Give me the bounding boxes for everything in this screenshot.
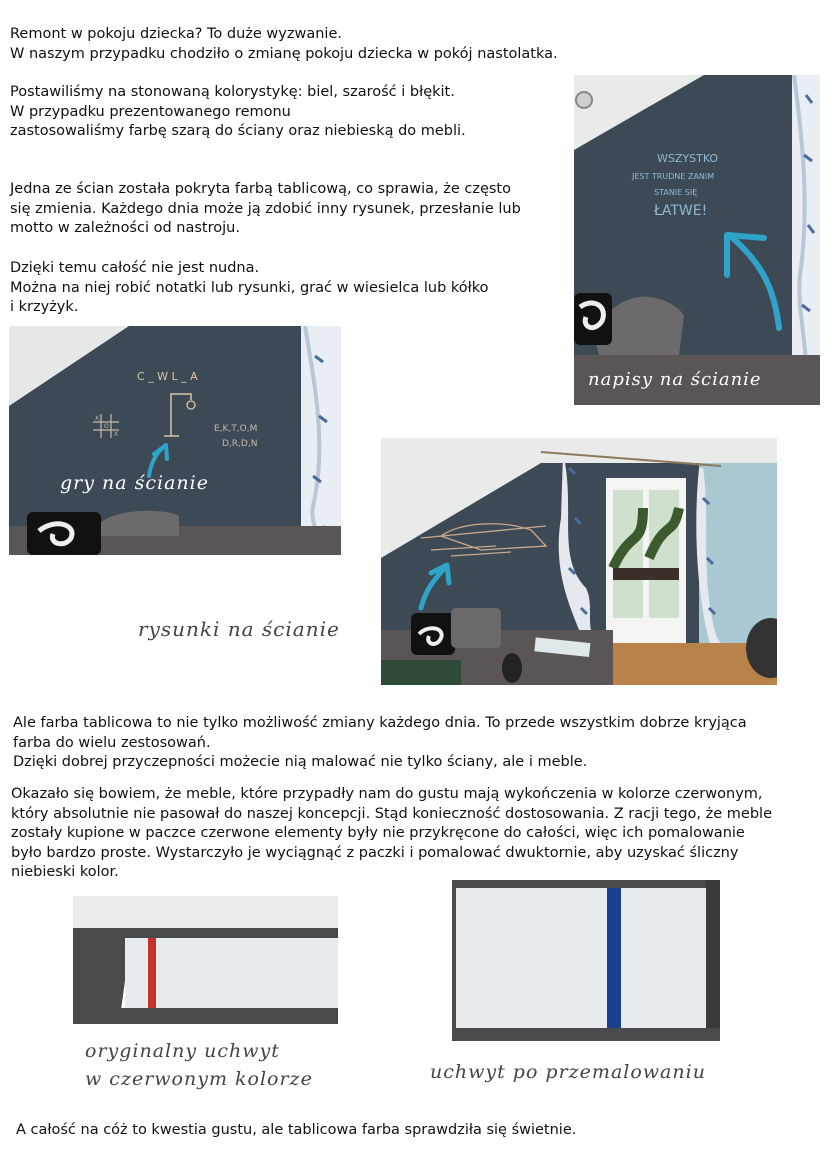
colors-line: zastosowaliśmy farbę szarą do ściany oraz niebieską do mebli. bbox=[10, 123, 466, 139]
red-handle-caption bbox=[85, 1037, 313, 1093]
colors-line: W przypadku prezentowanego remonu bbox=[10, 103, 291, 120]
intro-line: Remont w pokoju dziecka? To duże wyzwanie. bbox=[10, 26, 342, 42]
fun-line: Można na niej robić notatki lub rysunki, grać w wiesielca lub kółko bbox=[10, 279, 489, 296]
colors-paragraph bbox=[10, 83, 466, 142]
chalk-line: Jedna ze ścian została pokryta farbą tablicową, co sprawia, że często bbox=[10, 181, 511, 197]
colors-line: Postawiliśmy na stonowaną kolorystykę: biel, szarość i błękit. bbox=[10, 84, 455, 100]
hangman-word: C _ W L _ A bbox=[137, 370, 198, 383]
intro-line: W naszym przypadku chodziło o zmianę pokoju dziecka w pokój nastolatka. bbox=[10, 45, 558, 62]
paint-paragraph bbox=[13, 714, 747, 773]
drawings-caption: rysunki na ścianie bbox=[138, 617, 340, 641]
chalk-line: motto w zależności od nastroju. bbox=[10, 220, 240, 236]
fun-paragraph bbox=[10, 259, 489, 318]
games-caption: gry na ścianie bbox=[60, 472, 209, 494]
paint-line: farba do wielu zestosowań. bbox=[13, 734, 211, 751]
paint-line: Ale farba tablicowa to nie tylko możliwość zmiany każdego dnia. To przede wszystkim dobrze kryjąca bbox=[13, 715, 747, 731]
blue-handle bbox=[607, 888, 621, 1034]
intro-paragraph bbox=[10, 25, 558, 64]
furniture-line: niebieski kolor. bbox=[11, 864, 119, 880]
furniture-line: zostały kupione w paczce czerwone elementy były nie przykręcone do całości, więc ich pomalowanie bbox=[11, 825, 745, 841]
closing-sentence: A całość na cóż to kwestia gustu, ale tablicowa farba sprawdziła się świetnie. bbox=[16, 1122, 577, 1138]
svg-text:X: X bbox=[114, 431, 119, 438]
svg-text:O: O bbox=[104, 423, 109, 430]
fun-line: i krzyżyk. bbox=[10, 299, 79, 315]
guessed-letters: D,R,D,N bbox=[222, 439, 258, 449]
svg-text:X: X bbox=[95, 415, 100, 422]
drawings-photo bbox=[381, 438, 777, 685]
caption-line: oryginalny uchwyt bbox=[85, 1040, 280, 1062]
paint-line: Dzięki dobrej przyczepności możecie nią malować nie tylko ściany, ale i meble. bbox=[13, 754, 588, 770]
blue-handle-caption: uchwyt po przemalowaniu bbox=[430, 1061, 706, 1083]
red-handle-photo bbox=[73, 896, 338, 1024]
furniture-line: Okazało się bowiem, że meble, które przypadły nam do gustu mają wykończenia w kolorze czerwonym, bbox=[11, 786, 763, 802]
chalk-word: ŁATWE! bbox=[654, 203, 708, 219]
chalk-word: WSZYSTKO bbox=[657, 152, 719, 165]
furniture-line: który absolutnie nie pasował do naszej koncepcji. Stąd konieczność dostosowania. Z racji tego, że meble bbox=[11, 805, 772, 822]
games-photo bbox=[9, 326, 341, 555]
chalk-line: się zmienia. Każdego dnia może ją zdobić inny rysunek, przesłanie lub bbox=[10, 200, 521, 217]
fun-line: Dzięki temu całość nie jest nudna. bbox=[10, 260, 260, 276]
writing-caption: napisy na ścianie bbox=[588, 369, 762, 390]
chalk-paragraph bbox=[10, 180, 521, 239]
caption-line: w czerwonym kolorze bbox=[85, 1068, 313, 1090]
red-handle bbox=[148, 938, 156, 1008]
guessed-letters: E,K,T,O,M bbox=[214, 424, 258, 434]
furniture-line: było bardzo proste. Wystarczyło je wyciągnąć z paczki i pomalować dwuktornie, aby uzyskać śliczny bbox=[11, 844, 739, 861]
chalk-word: STANIE SIĘ bbox=[654, 188, 698, 197]
furniture-paragraph bbox=[11, 785, 772, 883]
chalk-word: JEST TRUDNE ZANIM bbox=[632, 172, 715, 181]
blue-handle-photo bbox=[452, 880, 720, 1041]
writing-photo bbox=[574, 75, 820, 405]
